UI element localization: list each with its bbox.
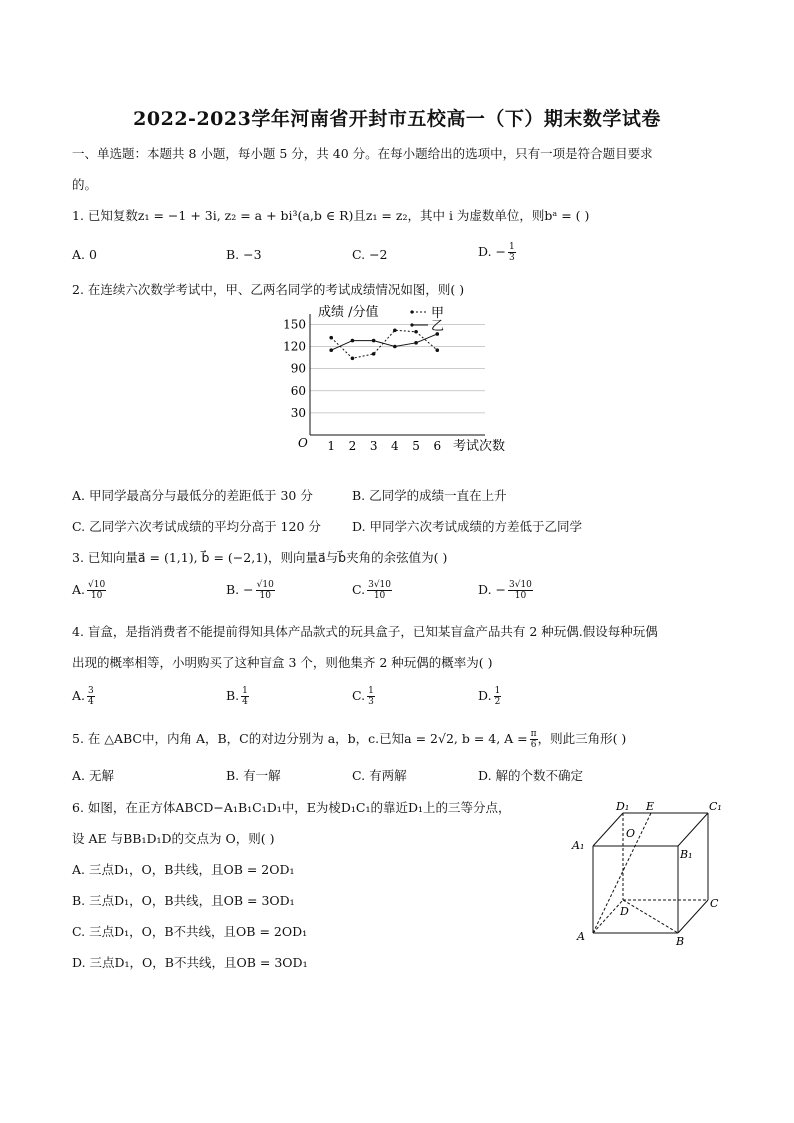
- label-c: C: [710, 897, 719, 910]
- edge-b-c: [678, 900, 708, 933]
- q4-option-a: A. $\frac{3}{4}$: [72, 686, 94, 707]
- section-heading-line2: 的。: [72, 177, 98, 192]
- series-point-乙: [351, 339, 355, 343]
- q5-option-b: B. 有一解: [226, 768, 281, 783]
- q5-option-c: C. 有两解: [352, 768, 407, 783]
- y-tick-label: 30: [290, 405, 306, 420]
- y-tick-label: 60: [290, 383, 306, 398]
- q3-option-a: A. $\frac{√10}{10}$: [72, 580, 106, 601]
- label-e: E: [646, 800, 655, 813]
- series-point-乙: [393, 345, 397, 349]
- section-heading-line1: 一、单选题：本题共 8 小题，每小题 5 分，共 40 分。在每小题给出的选项中，只有一项是符合题目要求: [72, 146, 653, 161]
- q3-stem: 3. 已知向量a⃗ = (1,1), b⃗ = (−2,1)，则向量a⃗与b⃗夹角的余弦值为( ): [72, 550, 448, 565]
- x-tick-label: 6: [433, 439, 442, 453]
- diagonal-d-b-hidden: [623, 900, 678, 933]
- series-point-乙: [372, 339, 376, 343]
- x-tick-label: 1: [327, 439, 336, 453]
- origin-label: O: [298, 436, 308, 450]
- series-point-甲: [351, 357, 355, 361]
- y-tick-label: 120: [283, 339, 306, 354]
- q5-stem: 5. 在 △ABC中，内角 A，B，C的对边分别为 a，b，c.已知a = 2√2, b = 4, A = $\frac{\pi}{6}$ ，则此三角形( ): [72, 729, 627, 750]
- cube-diagram: [568, 798, 728, 950]
- edge-a-d-hidden: [593, 900, 623, 933]
- q4-option-c: C. $\frac{1}{3}$: [352, 686, 374, 707]
- legend-label-甲: 甲: [431, 306, 445, 321]
- q6-option-b: B. 三点D₁，O，B共线，且OB = 3OD₁: [72, 893, 295, 908]
- x-tick-label: 2: [348, 439, 357, 453]
- q4-stem-line2: 出现的概率相等，小明购买了这种盲盒 3 个，则他集齐 2 种玩偶的概率为( ): [72, 655, 493, 670]
- q6-option-d: D. 三点D₁，O，B不共线，且OB = 3OD₁: [72, 955, 308, 970]
- q4-option-d: D. $\frac{1}{2}$: [478, 686, 501, 707]
- series-point-甲: [393, 328, 397, 332]
- label-a: A: [577, 930, 585, 943]
- series-point-乙: [329, 348, 333, 352]
- label-c1: C₁: [709, 800, 722, 813]
- q6-stem-line2: 设 AE 与BB₁D₁D的交点为 O，则( ): [72, 831, 275, 846]
- q3-option-d: D. − $\frac{3√10}{10}$: [478, 580, 532, 601]
- q2-option-d: D. 甲同学六次考试成绩的方差低于乙同学: [352, 519, 583, 534]
- y-tick-label: 90: [290, 361, 306, 376]
- label-d1: D₁: [616, 800, 630, 813]
- label-b1: B₁: [680, 848, 693, 861]
- series-point-甲: [372, 352, 376, 356]
- q1-option-a: A. 0: [72, 247, 97, 262]
- y-tick-label: 150: [283, 317, 306, 332]
- q6-option-a: A. 三点D₁，O，B共线，且OB = 2OD₁: [72, 862, 295, 877]
- q1-option-d: D. − $\frac{1}{3}$: [478, 242, 515, 263]
- label-b: B: [676, 935, 685, 948]
- label-o: O: [626, 827, 636, 840]
- q2-option-b: B. 乙同学的成绩一直在上升: [352, 488, 507, 503]
- series-line-甲: [331, 330, 437, 358]
- q4-option-b: B. $\frac{1}{4}$: [226, 686, 248, 707]
- series-point-甲: [435, 348, 439, 352]
- q5-option-a: A. 无解: [72, 768, 114, 783]
- q4-stem-line1: 4. 盲盒，是指消费者不能提前得知具体产品款式的玩具盒子，已知某盲盒产品共有 2 种玩偶.假设每种玩偶: [72, 624, 658, 639]
- q2-option-a: A. 甲同学最高分与最低分的差距低于 30 分: [72, 488, 313, 503]
- x-tick-label: 3: [369, 439, 378, 453]
- q1-stem: 1. 已知复数z₁ = −1 + 3i, z₂ = a + bi³(a,b ∈ R)且z₁ = z₂，其中 i 为虚数单位，则bᵃ = ( ): [72, 208, 590, 223]
- score-line-chart: [270, 300, 520, 460]
- legend-label-乙: 乙: [431, 319, 445, 334]
- series-point-甲: [329, 336, 333, 340]
- edge-a1-d1: [593, 813, 623, 846]
- x-axis-label: 考试次数: [453, 439, 506, 454]
- legend-marker-甲: [410, 310, 413, 313]
- series-line-乙: [331, 334, 437, 350]
- y-axis-label: 成绩 /分值: [318, 305, 379, 320]
- edge-b1-c1: [678, 813, 708, 846]
- q2-stem: 2. 在连续六次数学考试中，甲、乙两名同学的考试成绩情况如图，则( ): [72, 282, 465, 297]
- q2-option-c: C. 乙同学六次考试成绩的平均分高于 120 分: [72, 519, 321, 534]
- legend-marker-乙: [410, 323, 413, 326]
- label-a1: A₁: [572, 839, 585, 852]
- q1-option-b: B. −3: [226, 247, 262, 262]
- series-point-甲: [414, 330, 418, 334]
- q3-option-b: B. − $\frac{√10}{10}$: [226, 580, 274, 601]
- q6-stem-line1: 6. 如图，在正方体ABCD−A₁B₁C₁D₁中，E为棱D₁C₁的靠近D₁上的三等分点，: [72, 800, 511, 815]
- q5-option-d: D. 解的个数不确定: [478, 768, 584, 783]
- label-d: D: [620, 905, 629, 918]
- q3-option-c: C. $\frac{3√10}{10}$: [352, 580, 392, 601]
- x-tick-label: 4: [391, 439, 399, 453]
- x-tick-label: 5: [412, 439, 420, 453]
- q1-option-c: C. −2: [352, 247, 388, 262]
- series-point-乙: [414, 341, 418, 345]
- page-title: 2022-2023学年河南省开封市五校高一（下）期末数学试卷: [133, 108, 661, 130]
- q6-option-c: C. 三点D₁，O，B不共线，且OB = 2OD₁: [72, 924, 308, 939]
